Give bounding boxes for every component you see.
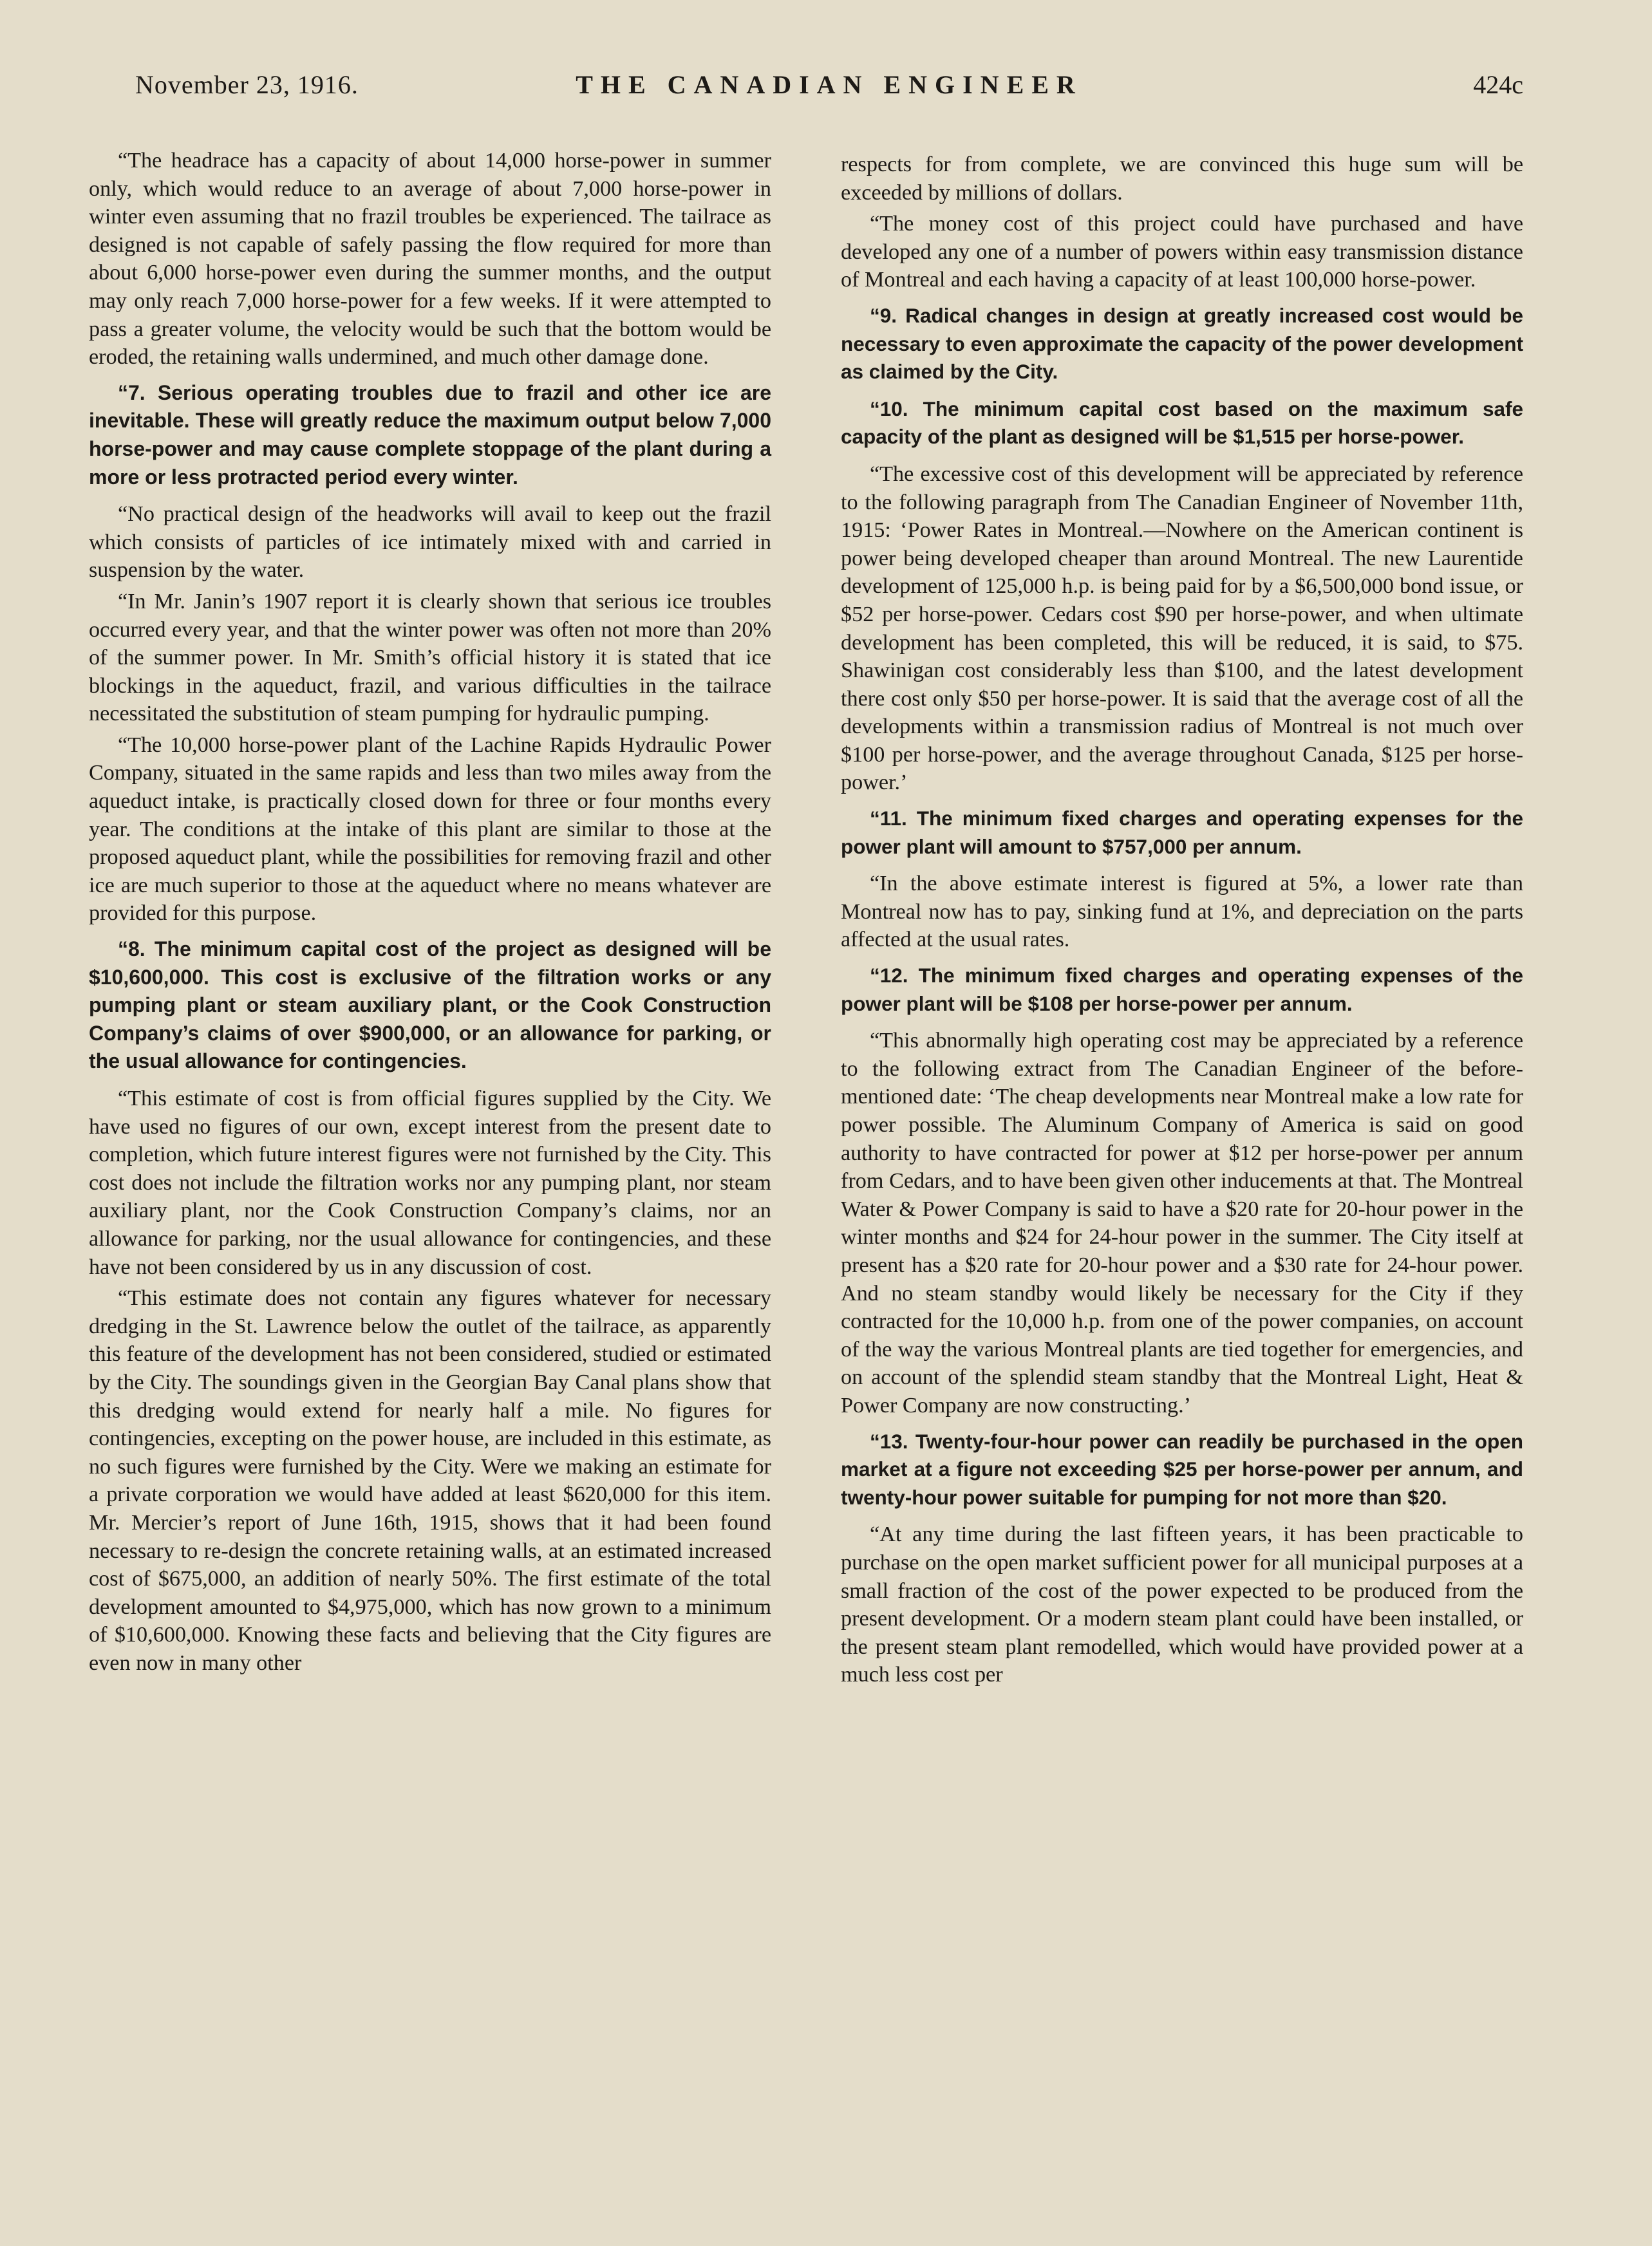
paragraph-continued: respects for from complete, we are convinced this huge sum will be exceeded by millions of dollars. <box>841 153 1523 205</box>
paragraph: “No practical design of the headworks will avail to keep out the frazil which consists of particles of ice intimately mixed with and carried in suspension by the water. <box>89 502 771 583</box>
paragraph: “The 10,000 horse-power plant of the Lachine Rapids Hydraulic Power Company, situated in the same rapids and less than two miles away from the aqueduct intake, is practically closed down for three or four months every year. The conditions at the intake of this plant are similar to those at the proposed aqueduct plant, while the possibilities for removing frazil and other ice are much superior to those at the aqueduct where no means whatever are provided for this purpose. <box>89 733 771 926</box>
issue-date: November 23, 1916. <box>135 70 359 99</box>
numbered-finding: “8. The minimum capital cost of the project as designed will be $10,600,000. This cost is exclusive of the filtration works or any pumping plant or steam auxiliary plant, or the Cook Construction Company’s claims of over $900,000, or an allowance for parking, or the usual allowance for contingencies. <box>89 937 771 1073</box>
paragraph: “The headrace has a capacity of about 14,000 horse-power in summer only, which would reduce to an average of about 7,000 horse-power in winter even assuming that no frazil troubles be experienced. The tailrace as designed is not capable of safely passing the flow required for more than about 6,000 horse-power even during the summer months, and the output may only reach 7,000 horse-power for a few weeks. If it were attempted to pass a greater volume, the velocity would be such that the bottom would be eroded, the retaining walls undermined, and much other damage done. <box>89 149 771 370</box>
page-number: 424c <box>1473 70 1523 99</box>
numbered-finding: “10. The minimum capital cost based on the maximum safe capacity of the plant as designed will be $1,515 per horse-power. <box>841 397 1523 449</box>
numbered-finding: “11. The minimum fixed charges and operating expenses for the power plant will amount to $757,000 per annum. <box>841 807 1523 858</box>
paragraph: “In the above estimate interest is figured at 5%, a lower rate than Montreal now has to pay, sinking fund at 1%, and depreciation on the parts affected at the usual rates. <box>841 872 1523 952</box>
journal-title: THE CANADIAN ENGINEER <box>576 70 1083 99</box>
paragraph: “In Mr. Janin’s 1907 report it is clearly shown that serious ice troubles occurred every year, and that the winter power was often not more than 20% of the summer power. In Mr. Smith’s official history it is stated that ice blockings in the aqueduct, frazil, and various difficulties in the tailrace necessitated the substitution of steam pumping for hydraulic pumping. <box>89 589 771 726</box>
left-column <box>89 147 771 1680</box>
paragraph: “This abnormally high operating cost may be appreciated by a reference to the following extract from The Canadian Engineer of the before-mentioned date: ‘The cheap developments near Montreal make a low rate for power possible. The Aluminum Company of America is said on good authority to have contracted for power at $12 per horse-power per annum from Cedars, and to have been given other inducements at that. The Montreal Water & Power Company is said to have a $20 rate for 20-hour power in the winter months and $24 for 24-hour power in the summer. The City itself at present has a $20 rate for 20-hour power and a $30 rate for 24-hour power. And no steam standby would likely be necessary for the City if they contracted for the 10,000 h.p. from one of the power companies, on account of the way the various Montreal plants are tied together for emergencies, and on account of the splendid steam standby that the Montreal Light, Heat & Power Company are now constructing.’ <box>841 1029 1523 1418</box>
right-column <box>841 151 1523 1692</box>
numbered-finding: “9. Radical changes in design at greatly increased cost would be necessary to even approximate the capacity of the power development as claimed by the City. <box>841 303 1523 384</box>
paragraph: “This estimate does not contain any figures whatever for necessary dredging in the St. Lawrence below the outlet of the tailrace, as apparently this feature of the development has not been considered, studied or estimated by the City. The soundings given in the Georgian Bay Canal plans show that this dredging would extend for nearly half a mile. No figures for contingencies, excepting on the power house, are included in this estimate, as no such figures were furnished by the City. Were we making an estimate for a private corporation we would have added at least $620,000 for this item. Mr. Mercier’s report of June 16th, 1915, shows that it had been found necessary to re-design the concrete retaining walls, at an estimated increased cost of $675,000, an addition of nearly 50%. The first estimate of the total development amounted to $4,975,000, which has now grown to a minimum of $10,600,000. Knowing these facts and believing that the City figures are even now in many other <box>89 1286 771 1675</box>
paragraph: “At any time during the last fifteen years, it has been practicable to purchase on the open market sufficient power for all municipal purposes at a small fraction of the cost of the power expected to be produced from the present development. Or a modern steam plant could have been installed, or the present steam plant remodelled, which would have provided power at a much less cost per <box>841 1522 1523 1687</box>
page-header <box>135 70 1523 115</box>
paragraph: “The excessive cost of this development will be appreciated by reference to the following paragraph from The Canadian Engineer of November 11th, 1915: ‘Power Rates in Montreal.—Nowhere on the American continent is power being developed cheaper than around Montreal. The new Laurentide development of 125,000 h.p. is being paid for by a $6,500,000 bond issue, or $52 per horse-power. Cedars cost $90 per horse-power, and when ultimate development has been completed, this will be reduced, it is said, to $75. Shawinigan cost considerably less than $100, and the latest development there cost only $50 per horse-power. It is said that the average cost of all the developments within a transmission radius of Montreal is not much over $100 per horse-power, and the average throughout Canada, $125 per horse-power.’ <box>841 462 1523 795</box>
numbered-finding: “12. The minimum fixed charges and operating expenses of the power plant will be $108 per horse-power per annum. <box>841 964 1523 1015</box>
numbered-finding: “13. Twenty-four-hour power can readily be purchased in the open market at a figure not exceeding $25 per horse-power per annum, and twenty-hour power suitable for pumping for not more than $20. <box>841 1429 1523 1509</box>
numbered-finding: “7. Serious operating troubles due to frazil and other ice are inevitable. These will greatly reduce the maximum output below 7,000 horse-power and may cause complete stoppage of the plant during a more or less protracted period every winter. <box>89 380 771 489</box>
paragraph: “The money cost of this project could have purchased and have developed any one of a number of powers within easy transmission distance of Montreal and each having a capacity of at least 100,000 horse-power. <box>841 212 1523 292</box>
paragraph: “This estimate of cost is from official figures supplied by the City. We have used no figures of our own, except interest from the present date to completion, which future interest figures were not furnished by the City. This cost does not include the filtration works nor any pumping plant, nor steam auxiliary plant, nor the Cook Construction Company’s claims, nor an allowance for parking, nor the usual allowance for contingencies, and these have not been considered by us in any discussion of cost. <box>89 1087 771 1279</box>
